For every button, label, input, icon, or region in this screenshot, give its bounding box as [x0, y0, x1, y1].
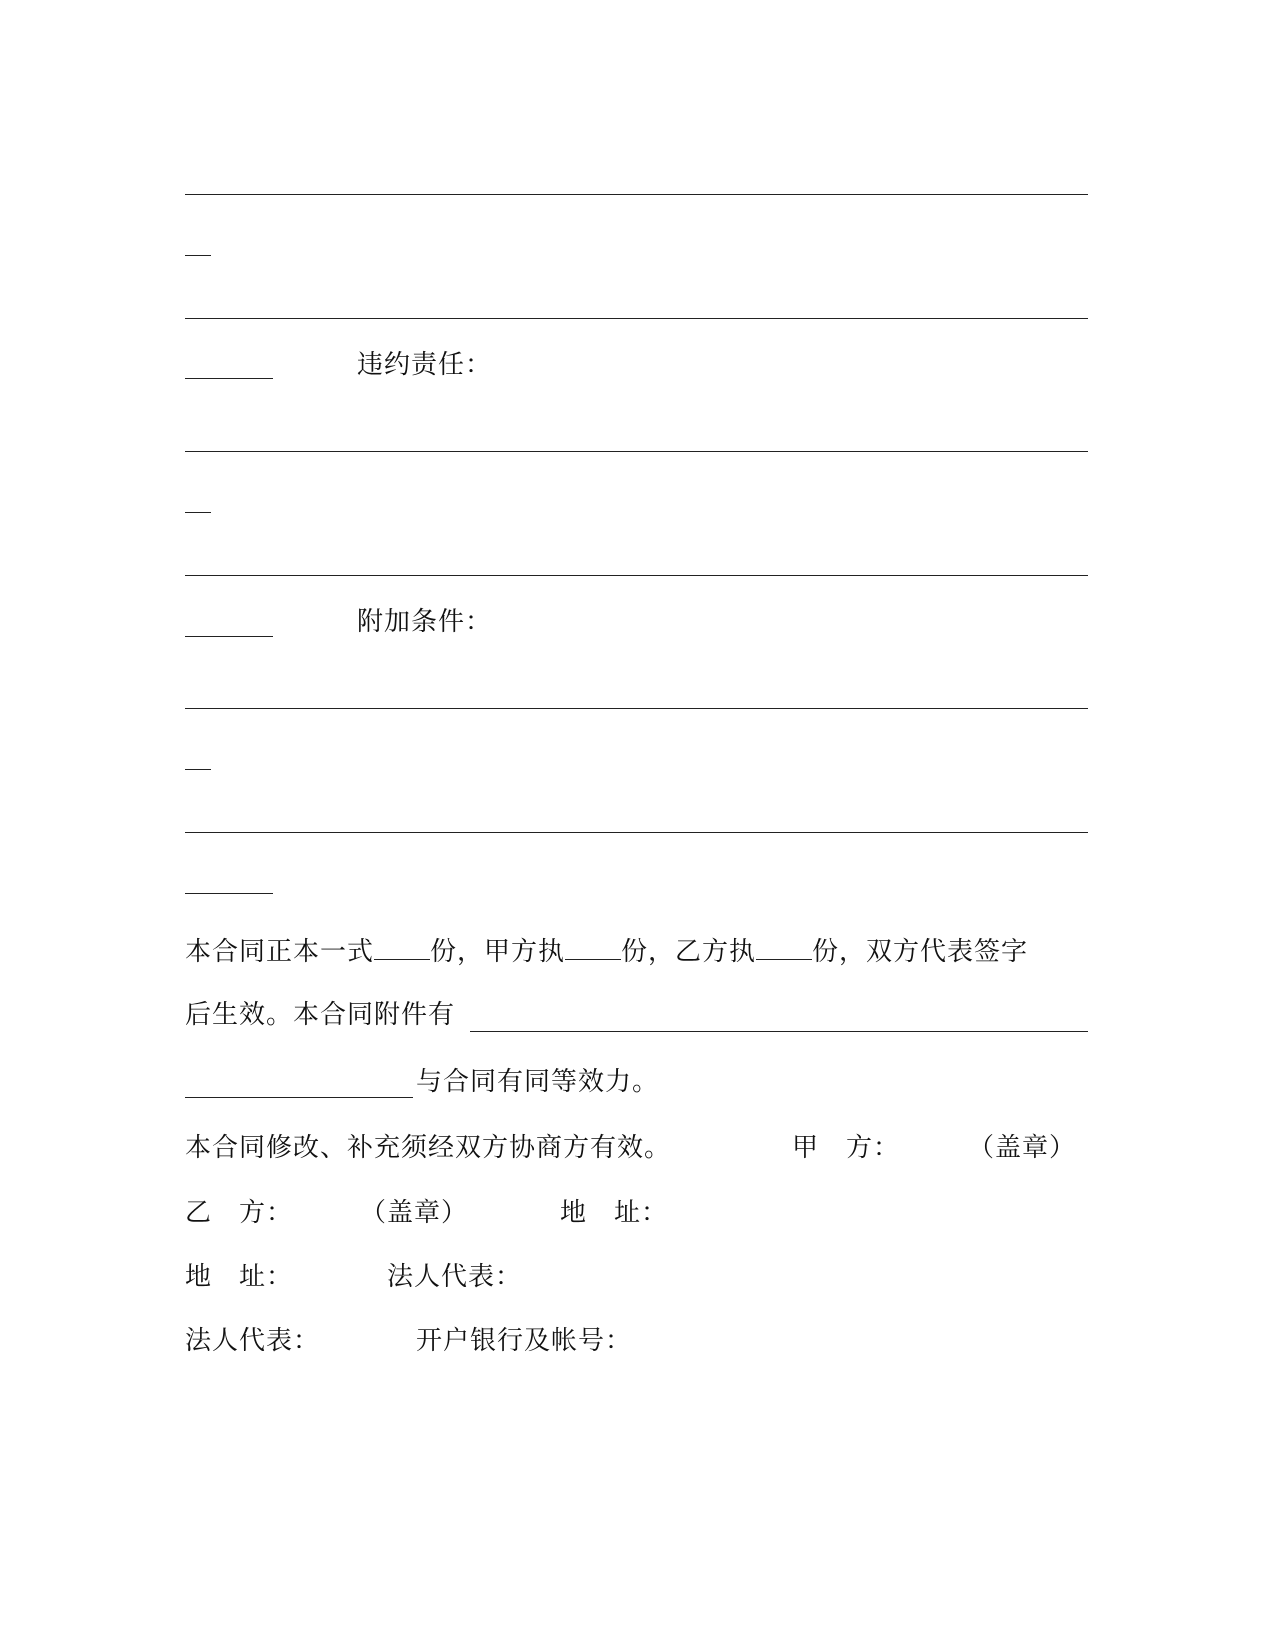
copies-text-5: 后生效。本合同附件有 — [185, 1000, 456, 1030]
blank-line-short — [185, 636, 273, 637]
party-a-seal: （盖章） — [968, 1133, 1077, 1163]
blank-line-stub — [185, 255, 211, 256]
party-b-address-label: 地 址： — [185, 1262, 294, 1292]
copies-text-4: 份，双方代表签字 — [812, 937, 1029, 967]
party-a-label: 甲 方： — [792, 1133, 901, 1163]
blank-line-stub — [185, 769, 211, 770]
party-a-address-label: 地 址： — [560, 1198, 669, 1228]
blank-line-short — [185, 378, 273, 379]
blank-line-stub — [185, 512, 211, 513]
copies-text-6: 与合同有同等效力。 — [416, 1067, 660, 1097]
party-b-rep-label: 法人代表： — [185, 1326, 321, 1356]
copies-text-1: 本合同正本一式 — [185, 937, 375, 967]
blank-line — [185, 451, 1088, 452]
attachment-blank — [470, 1031, 1088, 1032]
additional-conditions-label: 附加条件： — [357, 607, 493, 637]
party-b-seal: （盖章） — [360, 1198, 469, 1228]
attachment-blank-cont — [185, 1097, 413, 1098]
blank-line — [185, 318, 1088, 319]
bank-account-label: 开户银行及帐号： — [416, 1326, 633, 1356]
copies-line-1 — [185, 937, 1028, 967]
copies-text-3: 份，乙方执 — [621, 937, 757, 967]
copies-text-2: 份，甲方执 — [430, 937, 566, 967]
party-b-label: 乙 方： — [185, 1198, 294, 1228]
party-a-copies-blank — [565, 937, 621, 960]
blank-line — [185, 708, 1088, 709]
blank-line — [185, 575, 1088, 576]
amendment-clause: 本合同修改、补充须经双方协商方有效。 — [185, 1133, 672, 1163]
copies-line-2 — [185, 1000, 455, 1030]
blank-line-short — [185, 893, 273, 894]
blank-line — [185, 832, 1088, 833]
party-a-rep-label: 法人代表： — [387, 1262, 523, 1292]
blank-line — [185, 194, 1088, 195]
party-b-copies-blank — [756, 937, 812, 960]
copies-count-blank — [374, 937, 430, 960]
breach-liability-label: 违约责任： — [357, 350, 493, 380]
